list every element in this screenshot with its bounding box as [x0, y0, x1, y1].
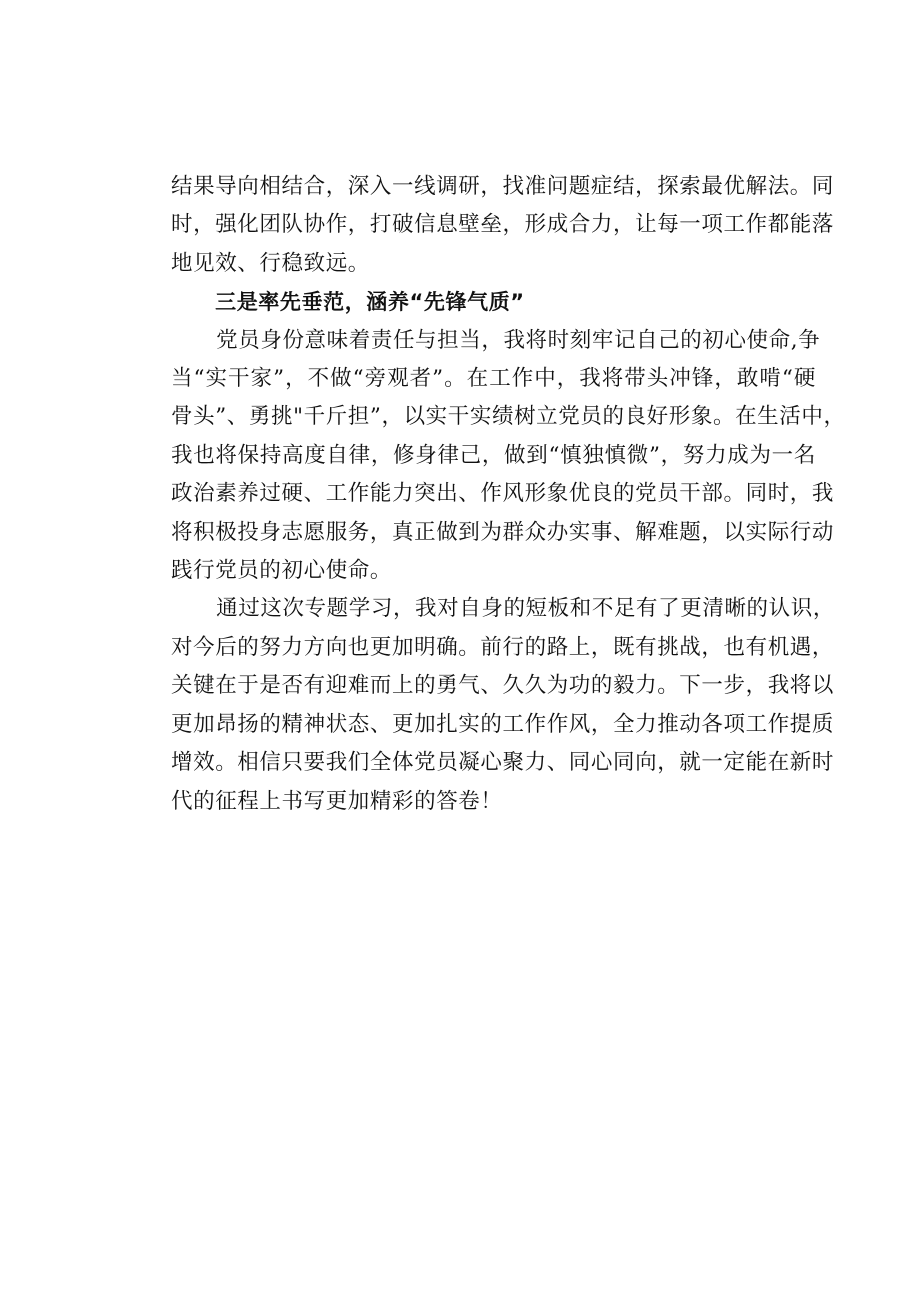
text-line: 关键在于是否有迎难而上的勇气、久久为功的毅力。下一步，我将以: [171, 673, 835, 699]
text-line: 骨头”、勇挑"千斤担”，以实干实绩树立党员的良好形象。在生活中，: [171, 404, 846, 430]
text-line: 党员身份意味着责任与担当，我将时刻牢记自己的初心使命,争: [216, 327, 821, 353]
document-body: [171, 168, 846, 821]
paragraph-conclusion: [171, 590, 835, 820]
text-line: 对今后的努力方向也更加明确。前行的路上，既有挑战，也有机遇，: [171, 634, 835, 660]
text-line: 通过这次专题学习，我对自身的短板和不足有了更清晰的认识，: [216, 596, 835, 622]
paragraph-continuation: [171, 168, 835, 283]
text-line: 践行党员的初心使命。: [171, 558, 393, 584]
paragraph-party-member: [171, 322, 846, 591]
text-line: 将积极投身志愿服务，真正做到为群众办实事、解难题，以实际行动: [171, 519, 835, 545]
text-line: 政治素养过硬、工作能力突出、作风形象优良的党员干部。同时，我: [171, 481, 835, 507]
text-line: 代的征程上书写更加精彩的答卷！: [171, 788, 503, 814]
text-line: 地见效、行稳致远。: [171, 250, 370, 276]
text-line: 当“实干家”，不做“旁观者”。在工作中，我将带头冲锋，敢啃“硬: [171, 366, 816, 392]
text-line: 我也将保持高度自律，修身律己，做到“慎独慎微”，努力成为一名: [171, 442, 816, 468]
text-line: 增效。相信只要我们全体党员凝心聚力、同心同向，就一定能在新时: [171, 750, 835, 776]
text-line: 时，强化团队协作，打破信息壁垒，形成合力，让每一项工作都能落: [171, 212, 835, 238]
text-line: 更加昂扬的精神状态、更加扎实的工作作风，全力推动各项工作提质: [171, 711, 835, 737]
text-line: 结果导向相结合，深入一线调研，找准问题症结，探索最优解法。同: [171, 174, 835, 199]
section-heading: 三是率先垂范，涵养“先锋气质”: [215, 290, 525, 315]
